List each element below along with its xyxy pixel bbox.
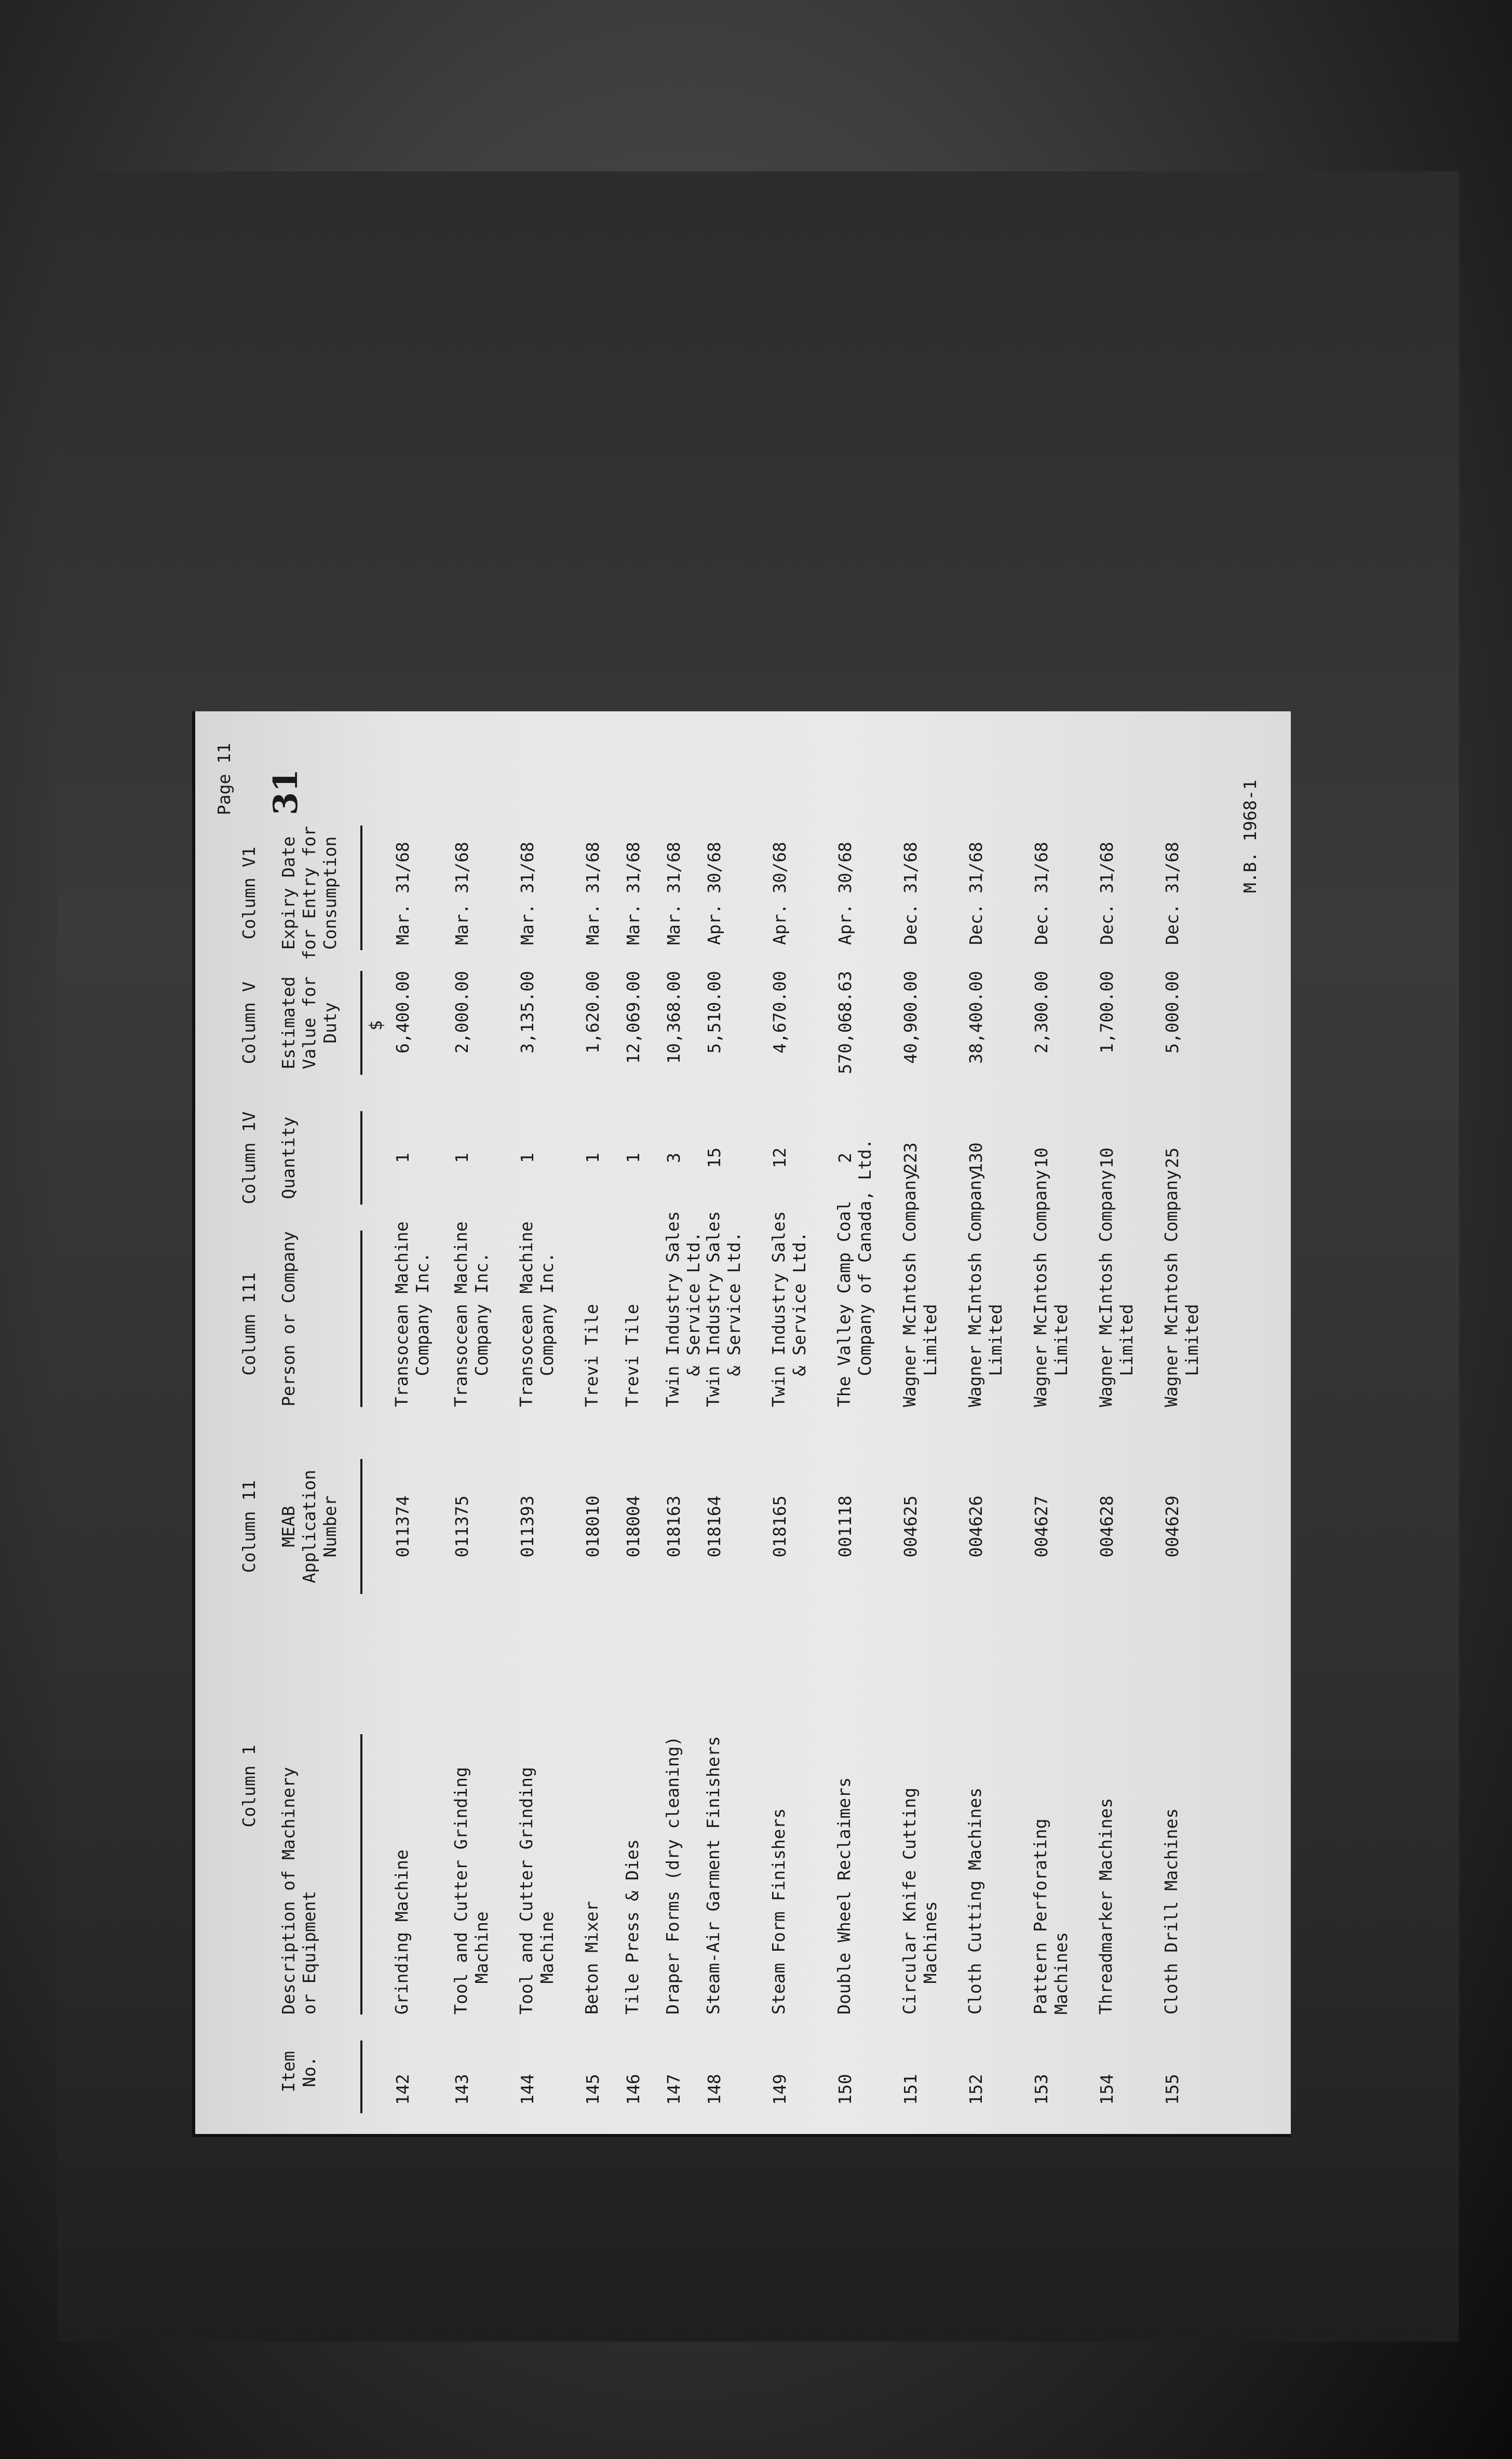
column-3-subtitle: Person or Company <box>278 1231 299 1407</box>
item-number: 145 <box>583 2074 603 2105</box>
application-number: 004626 <box>966 1495 986 1558</box>
item-number: 144 <box>517 2074 537 2105</box>
rule-col1 <box>360 1734 362 2015</box>
machinery-description: Circular Knife Cutting Machines <box>899 1787 940 2015</box>
estimated-value: 40,900.00 <box>900 971 921 1064</box>
quantity: 1 <box>517 1153 537 1163</box>
machinery-description: Beton Mixer <box>582 1901 602 2015</box>
rule-col3 <box>360 1231 362 1407</box>
rule-col5 <box>360 971 362 1075</box>
expiry-date: Dec. 31/68 <box>1162 842 1182 945</box>
item-no-header: Item No. <box>278 2051 319 2092</box>
company-name: Wagner McIntosh Company Limited <box>965 1170 1006 1407</box>
application-number: 018165 <box>770 1495 790 1558</box>
quantity: 25 <box>1162 1147 1182 1168</box>
expiry-date: Apr. 30/68 <box>704 842 724 945</box>
machinery-description: Cloth Drill Machines <box>1161 1808 1181 2015</box>
machinery-description: Pattern Perforating Machines <box>1030 1818 1071 2015</box>
item-number: 149 <box>770 2074 790 2105</box>
machinery-description: Cloth Cutting Machines <box>965 1787 985 2015</box>
quantity: 10 <box>1097 1147 1117 1168</box>
company-name: Wagner McIntosh Company Limited <box>899 1170 940 1407</box>
company-name: Transocean Machine Company Inc. <box>451 1221 492 1407</box>
estimated-value: 12,069.00 <box>623 971 643 1064</box>
company-name: Wagner McIntosh Company Limited <box>1161 1170 1202 1407</box>
column-1-subtitle: Description of Machinery or Equipment <box>278 1767 319 2015</box>
machinery-description: Draper Forms (dry cleaning) <box>663 1736 683 2015</box>
quantity: 130 <box>966 1142 986 1173</box>
machinery-description: Steam Form Finishers <box>768 1808 789 2015</box>
item-number: 143 <box>452 2074 472 2105</box>
column-5-subtitle: Estimated Value for Duty <box>278 976 340 1070</box>
quantity: 12 <box>770 1147 790 1168</box>
application-number: 018010 <box>583 1495 603 1558</box>
company-name: Trevi Tile <box>582 1304 602 1407</box>
expiry-date: Dec. 31/68 <box>1097 842 1117 945</box>
estimated-value: 10,368.00 <box>664 971 684 1064</box>
currency-symbol: $ <box>366 1020 386 1031</box>
application-number: 018164 <box>704 1495 724 1558</box>
page-label: Page 11 <box>214 742 234 815</box>
company-name: Trevi Tile <box>622 1304 642 1407</box>
quantity: 1 <box>583 1153 603 1163</box>
stamp-number: 31 <box>266 768 305 815</box>
quantity: 10 <box>1031 1147 1051 1168</box>
item-number: 152 <box>966 2074 986 2105</box>
application-number: 001118 <box>835 1495 855 1558</box>
document-page <box>192 711 1291 2137</box>
item-number: 150 <box>835 2074 855 2105</box>
item-number: 154 <box>1097 2074 1117 2105</box>
estimated-value: 1,700.00 <box>1097 971 1117 1053</box>
rule-col2 <box>360 1459 362 1594</box>
estimated-value: 2,300.00 <box>1031 971 1051 1053</box>
quantity: 2 <box>835 1153 855 1163</box>
quantity: 3 <box>664 1153 684 1163</box>
application-number: 011374 <box>393 1495 413 1558</box>
expiry-date: Dec. 31/68 <box>966 842 986 945</box>
footer-code: M.B. 1968-1 <box>1240 779 1260 893</box>
machinery-description: Steam-Air Garment Finishers <box>703 1736 723 2015</box>
column-4-subtitle: Quantity <box>278 1116 299 1199</box>
estimated-value: 5,000.00 <box>1162 971 1182 1053</box>
rule-col6 <box>360 826 362 950</box>
column-5-title: Column V <box>239 981 259 1064</box>
application-number: 004629 <box>1162 1495 1182 1558</box>
quantity: 15 <box>704 1147 724 1168</box>
estimated-value: 1,620.00 <box>583 971 603 1053</box>
item-number: 148 <box>704 2074 724 2105</box>
machinery-description: Tile Press & Dies <box>622 1839 642 2015</box>
estimated-value: 5,510.00 <box>704 971 724 1053</box>
company-name: Transocean Machine Company Inc. <box>516 1221 557 1407</box>
expiry-date: Mar. 31/68 <box>452 842 472 945</box>
application-number: 004625 <box>900 1495 921 1558</box>
application-number: 018004 <box>623 1495 643 1558</box>
company-name: Wagner McIntosh Company Limited <box>1096 1170 1137 1407</box>
column-2-title: Column 11 <box>239 1480 259 1573</box>
item-number: 155 <box>1162 2074 1182 2105</box>
column-4-title: Column 1V <box>239 1111 259 1205</box>
expiry-date: Mar. 31/68 <box>583 842 603 945</box>
item-number: 147 <box>664 2074 684 2105</box>
quantity: 1 <box>452 1153 472 1163</box>
item-number: 142 <box>393 2074 413 2105</box>
document-content <box>195 711 1291 2134</box>
rule-item <box>360 2041 362 2113</box>
column-2-subtitle: MEAB Application Number <box>278 1469 340 1584</box>
column-6-subtitle: Expiry Date for Entry for Consumption <box>278 826 340 961</box>
estimated-value: 570,068.63 <box>835 971 855 1074</box>
item-number: 151 <box>900 2074 921 2105</box>
expiry-date: Apr. 30/68 <box>770 842 790 945</box>
company-name: The Valley Camp Coal Company of Canada, Ltd. <box>834 1139 875 1407</box>
estimated-value: 3,135.00 <box>517 971 537 1053</box>
machinery-description: Double Wheel Reclaimers <box>834 1777 854 2015</box>
company-name: Transocean Machine Company Inc. <box>392 1221 433 1407</box>
expiry-date: Mar. 31/68 <box>393 842 413 945</box>
company-name: Twin Industry Sales & Service Ltd. <box>663 1211 704 1407</box>
application-number: 011393 <box>517 1495 537 1558</box>
application-number: 018163 <box>664 1495 684 1558</box>
item-number: 153 <box>1031 2074 1051 2105</box>
application-number: 011375 <box>452 1495 472 1558</box>
application-number: 004628 <box>1097 1495 1117 1558</box>
expiry-date: Mar. 31/68 <box>623 842 643 945</box>
quantity: 223 <box>900 1142 921 1173</box>
machinery-description: Threadmarker Machines <box>1096 1798 1116 2015</box>
column-6-title: Column V1 <box>239 846 259 940</box>
quantity: 1 <box>393 1153 413 1163</box>
expiry-date: Mar. 31/68 <box>664 842 684 945</box>
column-3-title: Column 111 <box>239 1272 259 1376</box>
estimated-value: 2,000.00 <box>452 971 472 1053</box>
expiry-date: Dec. 31/68 <box>1031 842 1051 945</box>
quantity: 1 <box>623 1153 643 1163</box>
estimated-value: 38,400.00 <box>966 971 986 1064</box>
company-name: Twin Industry Sales & Service Ltd. <box>768 1211 809 1407</box>
company-name: Twin Industry Sales & Service Ltd. <box>703 1211 744 1407</box>
item-number: 146 <box>623 2074 643 2105</box>
column-1-title: Column 1 <box>239 1745 259 1828</box>
machinery-description: Grinding Machine <box>392 1849 412 2015</box>
expiry-date: Dec. 31/68 <box>900 842 921 945</box>
company-name: Wagner McIntosh Company Limited <box>1030 1170 1071 1407</box>
machinery-description: Tool and Cutter Grinding Machine <box>451 1767 492 2015</box>
expiry-date: Mar. 31/68 <box>517 842 537 945</box>
rule-col4 <box>360 1111 362 1205</box>
estimated-value: 6,400.00 <box>393 971 413 1053</box>
expiry-date: Apr. 30/68 <box>835 842 855 945</box>
machinery-description: Tool and Cutter Grinding Machine <box>516 1767 557 2015</box>
application-number: 004627 <box>1031 1495 1051 1558</box>
estimated-value: 4,670.00 <box>770 971 790 1053</box>
